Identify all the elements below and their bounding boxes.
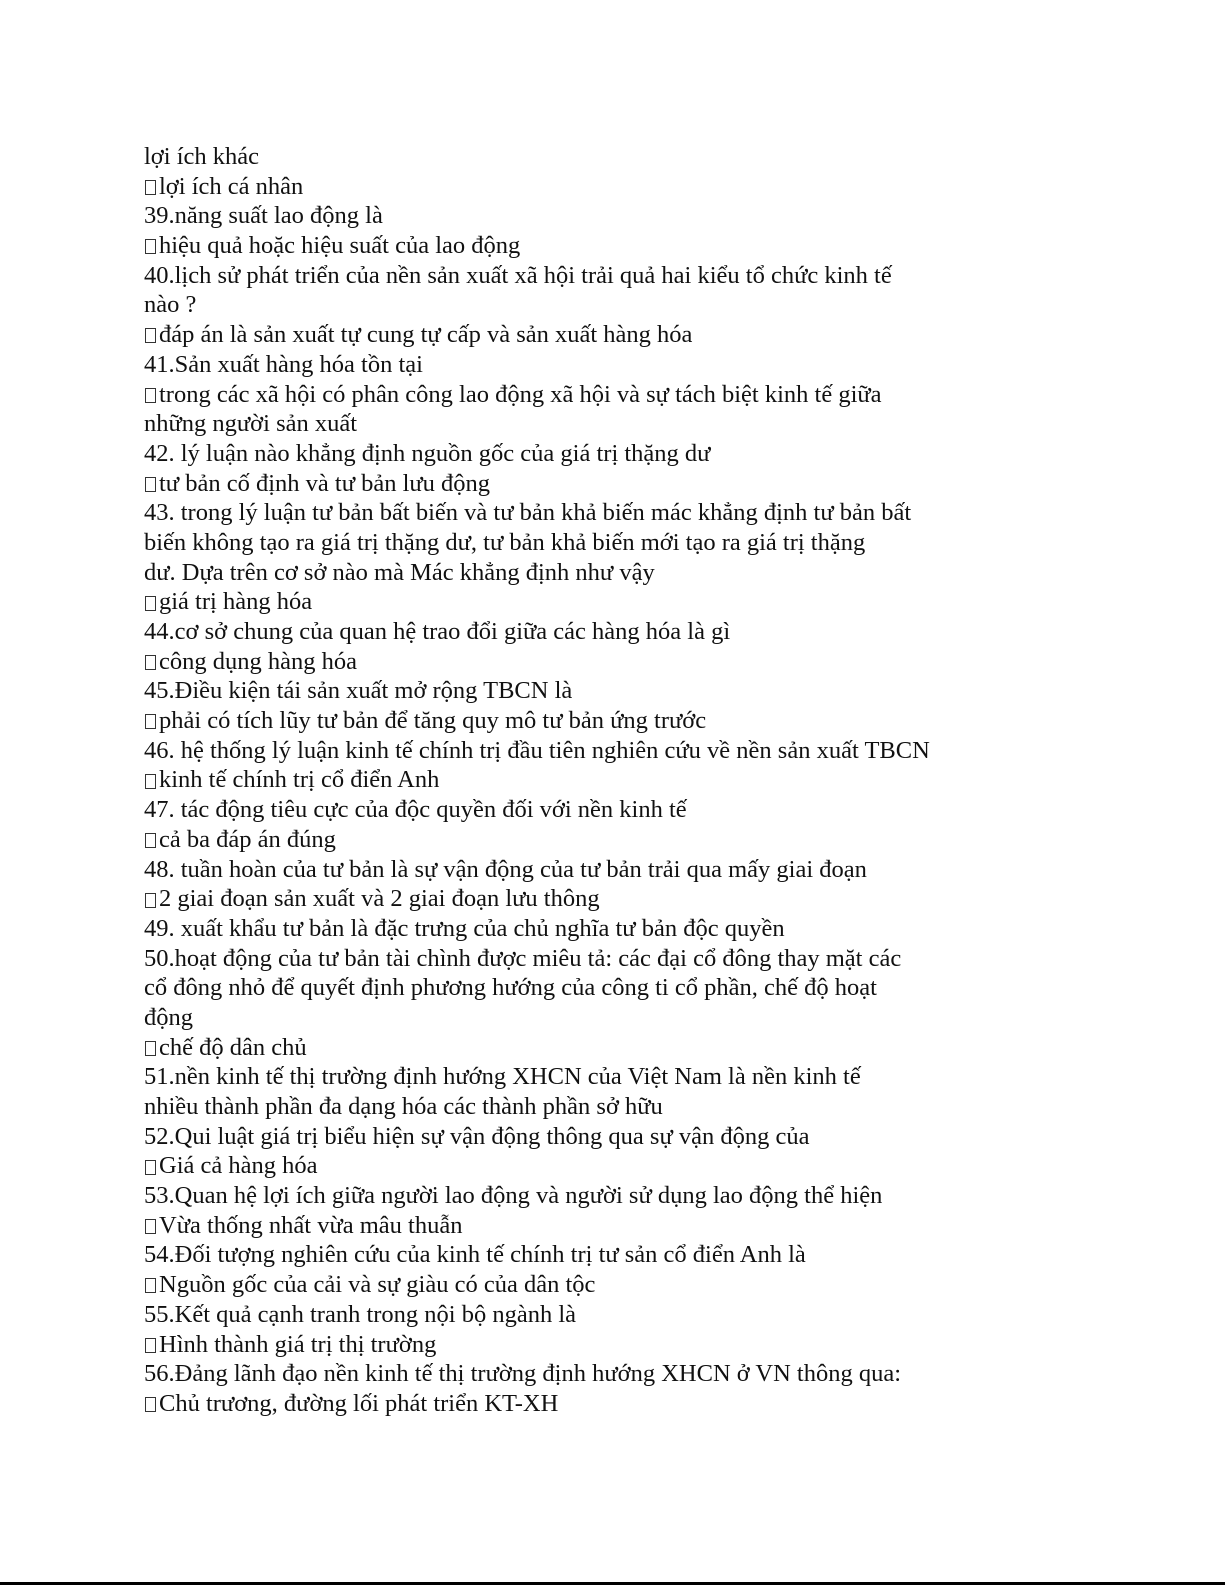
missing-glyph-box-icon — [145, 239, 156, 254]
answer-line — [144, 765, 1144, 795]
answer-line — [144, 825, 1144, 855]
answer-text: đáp án là sản xuất tự cung tự cấp và sản xuất hàng hóa — [159, 321, 693, 349]
missing-glyph-box-icon — [145, 714, 156, 729]
answer-text: Vừa thống nhất vừa mâu thuẫn — [159, 1211, 463, 1239]
missing-glyph-box-icon — [145, 388, 156, 403]
missing-glyph-box-icon — [145, 477, 156, 492]
missing-glyph-box-icon — [145, 774, 156, 789]
question-text: 44.cơ sở chung của quan hệ trao đổi giữa các hàng hóa là gì — [144, 618, 731, 645]
question-text: những người sản xuất — [144, 410, 358, 438]
question-line — [144, 142, 1144, 172]
answer-line — [144, 1389, 1144, 1419]
answer-text: Nguồn gốc của cải và sự giàu có của dân tộc — [159, 1271, 596, 1299]
question-line — [144, 855, 1144, 885]
question-line — [144, 1062, 1144, 1092]
answer-line — [144, 380, 1144, 410]
missing-glyph-box-icon — [145, 180, 156, 195]
question-line — [144, 676, 1144, 706]
answer-line — [144, 172, 1144, 202]
question-line — [144, 528, 1144, 558]
question-text: 55.Kết quả cạnh tranh trong nội bộ ngành là — [144, 1300, 577, 1328]
answer-line — [144, 587, 1144, 617]
question-line — [144, 617, 1144, 647]
answer-text: 2 giai đoạn sản xuất và 2 giai đoạn lưu thông — [159, 885, 600, 913]
question-text: 56.Đảng lãnh đạo nền kinh tế thị trường định hướng XHCN ở VN thông qua: — [144, 1360, 902, 1388]
answer-text: Hình thành giá trị thị trường — [159, 1330, 437, 1358]
question-text: nhiều thành phần đa dạng hóa các thành phần sở hữu — [144, 1093, 663, 1120]
answer-line — [144, 1033, 1144, 1063]
question-text: 46. hệ thống lý luận kinh tế chính trị đầu tiên nghiên cứu về nền sản xuất TBCN — [144, 736, 930, 764]
question-text: 51.nền kinh tế thị trường định hướng XHCN của Việt Nam là nền kinh tế — [144, 1063, 861, 1091]
document-body — [144, 142, 1144, 1419]
answer-line — [144, 1151, 1144, 1181]
question-line — [144, 1359, 1144, 1389]
question-line — [144, 261, 1144, 291]
question-text: biến không tạo ra giá trị thặng dư, tư bản khả biến mới tạo ra giá trị thặng — [144, 528, 866, 556]
answer-text: kinh tế chính trị cổ điển Anh — [159, 766, 440, 794]
question-text: 49. xuất khẩu tư bản là đặc trưng của chủ nghĩa tư bản độc quyền — [144, 914, 785, 942]
answer-line — [144, 1270, 1144, 1300]
missing-glyph-box-icon — [145, 655, 156, 670]
question-line — [144, 439, 1144, 469]
question-line — [144, 1181, 1144, 1211]
answer-text: Chủ trương, đường lối phát triển KT-XH — [159, 1389, 559, 1417]
answer-line — [144, 647, 1144, 677]
question-line — [144, 558, 1144, 588]
question-text: 41.Sản xuất hàng hóa tồn tại — [144, 350, 423, 378]
answer-line — [144, 231, 1144, 261]
question-text: lợi ích khác — [144, 143, 259, 170]
missing-glyph-box-icon — [145, 1219, 156, 1234]
answer-text: cả ba đáp án đúng — [159, 825, 336, 853]
question-line — [144, 973, 1144, 1003]
answer-line — [144, 1330, 1144, 1360]
missing-glyph-box-icon — [145, 833, 156, 848]
question-line — [144, 944, 1144, 974]
answer-line — [144, 320, 1144, 350]
answer-text: giá trị hàng hóa — [159, 588, 313, 616]
question-line — [144, 201, 1144, 231]
question-text: 45.Điều kiện tái sản xuất mở rộng TBCN là — [144, 677, 573, 705]
answer-line — [144, 884, 1144, 914]
question-line — [144, 350, 1144, 380]
answer-line — [144, 706, 1144, 736]
missing-glyph-box-icon — [145, 1160, 156, 1175]
question-line — [144, 736, 1144, 766]
question-text: 50.hoạt động của tư bản tài chình được miêu tả: các đại cổ đông thay mặt các — [144, 944, 902, 972]
question-text: 43. trong lý luận tư bản bất biến và tư bản khả biến mác khẳng định tư bản bất — [144, 499, 912, 527]
question-line — [144, 1240, 1144, 1270]
answer-line — [144, 1211, 1144, 1241]
question-line — [144, 409, 1144, 439]
question-line — [144, 914, 1144, 944]
answer-text: Giá cả hàng hóa — [159, 1152, 318, 1180]
question-text: 54.Đối tượng nghiên cứu của kinh tế chính trị tư sản cổ điển Anh là — [144, 1241, 806, 1269]
missing-glyph-box-icon — [145, 1278, 156, 1293]
question-text: cổ đông nhỏ để quyết định phương hướng của công ti cổ phần, chế độ hoạt — [144, 974, 877, 1002]
answer-text: lợi ích cá nhân — [159, 172, 304, 200]
missing-glyph-box-icon — [145, 893, 156, 908]
question-text: 52.Qui luật giá trị biểu hiện sự vận động thông qua sự vận động của — [144, 1122, 810, 1150]
answer-text: trong các xã hội có phân công lao động xã hội và sự tách biệt kinh tế giữa — [159, 380, 882, 408]
question-text: nào ? — [144, 291, 197, 319]
missing-glyph-box-icon — [145, 1041, 156, 1056]
question-line — [144, 1122, 1144, 1152]
answer-text: phải có tích lũy tư bản để tăng quy mô tư bản ứng trước — [159, 707, 707, 735]
question-text: 42. lý luận nào khẳng định nguồn gốc của giá trị thặng dư — [144, 439, 711, 467]
missing-glyph-box-icon — [145, 1338, 156, 1353]
question-text: 39.năng suất lao động là — [144, 202, 383, 230]
question-text: 47. tác động tiêu cực của độc quyền đối với nền kinh tế — [144, 796, 687, 824]
question-line — [144, 1300, 1144, 1330]
question-text: 40.lịch sử phát triển của nền sản xuất xã hội trải quả hai kiểu tổ chức kinh tế — [144, 261, 892, 289]
question-line — [144, 1092, 1144, 1122]
question-line — [144, 795, 1144, 825]
question-text: dư. Dựa trên cơ sở nào mà Mác khẳng định như vậy — [144, 558, 655, 586]
question-line — [144, 1003, 1144, 1033]
question-text: 48. tuần hoàn của tư bản là sự vận động của tư bản trải qua mấy giai đoạn — [144, 855, 867, 883]
answer-text: công dụng hàng hóa — [159, 647, 357, 675]
answer-text: chế độ dân chủ — [159, 1033, 307, 1061]
missing-glyph-box-icon — [145, 328, 156, 343]
answer-line — [144, 469, 1144, 499]
question-line — [144, 290, 1144, 320]
missing-glyph-box-icon — [145, 1397, 156, 1412]
question-line — [144, 498, 1144, 528]
answer-text: hiệu quả hoặc hiệu suất của lao động — [159, 232, 521, 260]
missing-glyph-box-icon — [145, 596, 156, 611]
question-text: 53.Quan hệ lợi ích giữa người lao động và người sử dụng lao động thể hiện — [144, 1182, 883, 1210]
question-text: động — [144, 1003, 193, 1031]
answer-text: tư bản cố định và tư bản lưu động — [159, 469, 491, 497]
